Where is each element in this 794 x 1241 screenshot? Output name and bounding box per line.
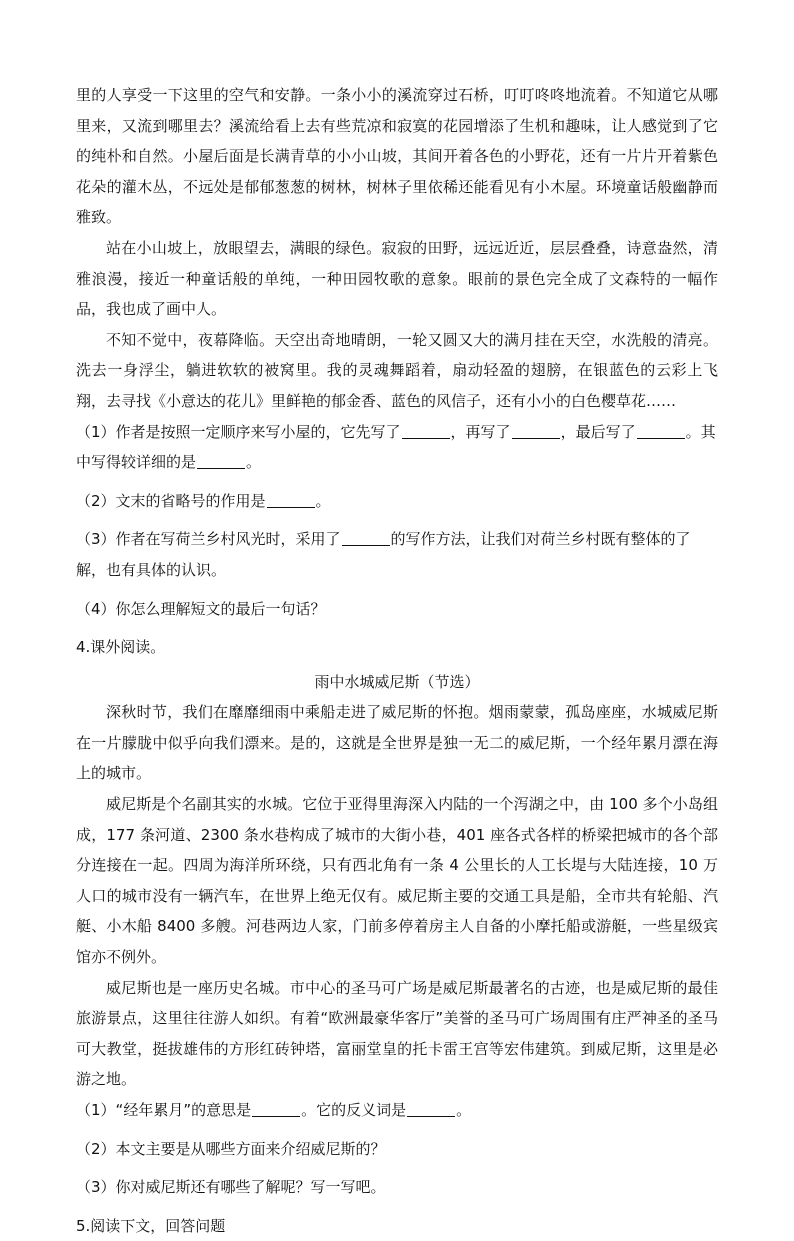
answer-blank[interactable] [267, 492, 315, 508]
answer-blank[interactable] [197, 453, 245, 469]
question-text: 。 [315, 491, 331, 510]
passage1-paragraph-2: 站在小山坡上，放眼望去，满眼的绿色。寂寂的田野，远远近近，层层叠叠，诗意盎然，清雅浪漫，接近一种童话般的单纯，一种田园牧歌的意象。眼前的景色完全成了文森特的一幅作品，我也成了画中人。 [76, 238, 718, 319]
question-4-2: （2）本文主要是从哪些方面来介绍威尼斯的？ [76, 1139, 386, 1158]
section-5-heading: 5.阅读下文，回答问题 [76, 1216, 226, 1235]
question-1-2 [76, 486, 718, 517]
question-text: （1）“经年累月”的意思是 [76, 1101, 252, 1119]
question-text: （3）作者在写荷兰乡村风光时，采用了 [76, 530, 341, 549]
section4-paragraph-2: 威尼斯是个名副其实的水城。它位于亚得里海深入内陆的一个泻湖之中，由 100 多个小岛组成，177 条河道、2300 条水巷构成了城市的大街小巷，401 座各式各样的桥梁把城市的各个部分连接在一起。四周为海洋所环绕，只有西北角有一条 4 公里长的人工长堤与大陆连接，10 万人口的城市没有一辆汽车，在世界上绝无仅有。威尼斯主要的交通工具是船，全市共有轮船、汽艇、小木船 8400 多艘。河巷两边人家，门前多停着房主人自备的小摩托船或游艇，一些星级宾馆亦不例外。 [76, 795, 718, 967]
answer-blank[interactable] [512, 423, 560, 439]
question-1-1 [76, 417, 718, 478]
question-4-3: （3）你对威尼斯还有哪些了解呢？写一写吧。 [76, 1178, 386, 1197]
question-1-4: （4）你怎么理解短文的最后一句话？ [76, 599, 326, 618]
question-text: 。 [246, 453, 262, 472]
section-4-heading: 4.课外阅读。 [76, 638, 166, 657]
question-text: ，再写了 [450, 422, 511, 441]
answer-blank[interactable] [402, 423, 450, 439]
question-1-3 [76, 524, 718, 585]
question-text: ，最后写了 [560, 422, 636, 441]
question-4-1 [76, 1095, 718, 1126]
section4-paragraph-1: 深秋时节，我们在靡靡细雨中乘船走进了威尼斯的怀抱。烟雨蒙蒙，孤岛座座，水城威尼斯在一片朦胧中似乎向我们漂来。是的，这就是全世界是独一无二的威尼斯，一个经年累月漂在海上的城市。 [76, 703, 718, 783]
question-text: 的写作方法，让我们对荷兰乡村既有整体的了解，也有具体的认识。 [76, 530, 691, 579]
passage1-paragraph-3: 不知不觉中，夜幕降临。天空出奇地晴朗，一轮又圆又大的满月挂在天空，水洗般的清亮。洗去一身浮尘，躺进软软的被窝里。我的灵魂舞蹈着，扇动轻盈的翅膀，在银蓝色的云彩上飞翔，去寻找《小意达的花儿》里鲜艳的郁金香、蓝色的风信子，还有小小的白色樱草花…… [76, 330, 718, 410]
question-text: （1）作者是按照一定顺序来写小屋的，它先写了 [76, 422, 401, 441]
article-title: 雨中水城威尼斯（节选） [314, 672, 480, 691]
passage1-paragraph-1: 里的人享受一下这里的空气和安静。一条小小的溪流穿过石桥，叮叮咚咚地流着。不知道它从哪里来，又流到哪里去？溪流给看上去有些荒凉和寂寞的花园增添了生机和趣味，让人感觉到了它的纯朴和自然。小屋后面是长满青草的小小山坡，其间开着各色的小野花，还有一片片开着紫色花朵的灌木丛，不远处是郁郁葱葱的树林，树林子里依稀还能看见有小木屋。环境童话般幽静而雅致。 [76, 86, 718, 227]
question-text: 。它的反义词是 [301, 1101, 407, 1119]
answer-blank[interactable] [407, 1101, 455, 1117]
question-text: 。其中写得较详细的是 [76, 422, 716, 472]
answer-blank[interactable] [637, 423, 685, 439]
question-text: （2）文末的省略号的作用是 [76, 491, 266, 510]
answer-blank[interactable] [252, 1101, 300, 1117]
section4-paragraph-3: 威尼斯也是一座历史名城。市中心的圣马可广场是威尼斯最著名的古迹，也是威尼斯的最佳旅游景点，这里往往游人如织。有着“欧洲最豪华客厅”美誉的圣马可广场周围有庄严神圣的圣马可大教堂，挺拔雄伟的方形红砖钟塔，富丽堂皇的托卡雷王宫等宏伟建筑。到威尼斯，这里是必游之地。 [76, 978, 718, 1089]
answer-blank[interactable] [342, 530, 390, 546]
question-text: 。 [456, 1101, 472, 1119]
